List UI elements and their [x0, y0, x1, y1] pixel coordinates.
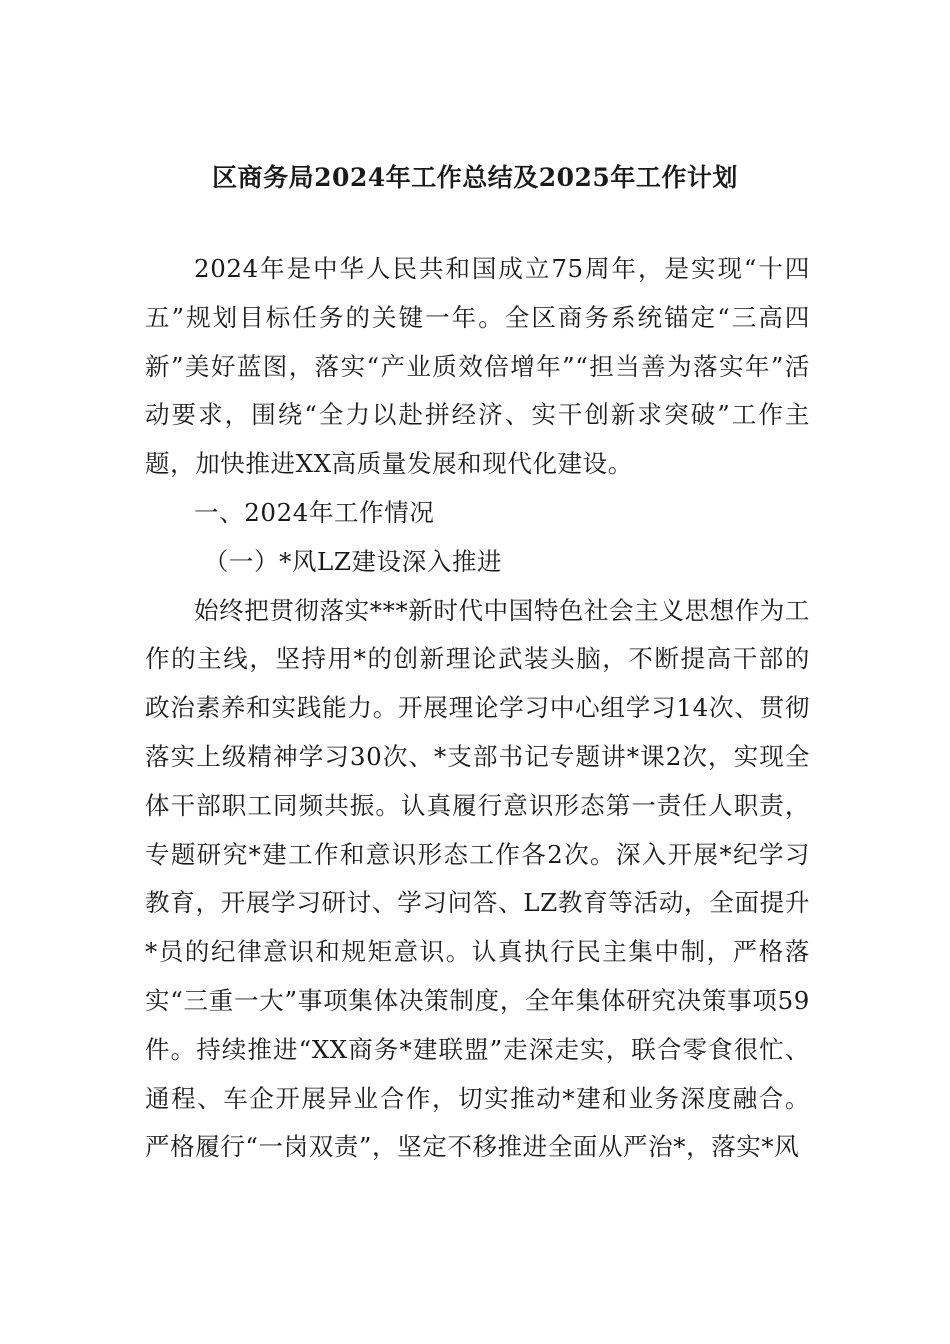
intro-paragraph: 2024年是中华人民共和国成立75周年，是实现“十四五”规划目标任务的关键一年。全区商务系统锚定“三高四新”美好蓝图，落实“产业质效倍增年”“担当善为落实年”活动要求，围绕“全力以赴拼经济、实干创新求突破”工作主题，加快推进XX高质量发展和现代化建设。 — [145, 254, 810, 479]
subsection-paragraph: 始终把贯彻落实***新时代中国特色社会主义思想作为工作的主线，坚持用*的创新理论武装头脑，不断提高干部的政治素养和实践能力。开展理论学习中心组学习14次、贯彻落实上级精神学习30次、*支部书记专题讲*课2次，实现全体干部职工同频共振。认真履行意识形态第一责任人职责，专题研究*建工作和意识形态工作各2次。深入开展*纪学习教育，开展学习研讨、学习问答、LZ教育等活动，全面提升*员的纪律意识和规矩意识。认真执行民主集中制，严格落实“三重一大”事项集体决策制度，全年集体研究决策事项59件。持续推进“XX商务*建联盟”走深走实，联合零食很忙、通程、车企开展异业合作，切实推动*建和业务深度融合。严格履行“一岗双责”，坚定不移推进全面从严治*，落实*风 — [145, 595, 810, 1162]
document-body — [145, 245, 810, 1172]
subsection-heading: （一）*风LZ建设深入推进 — [203, 546, 503, 576]
section-heading: 一、2024年工作情况 — [194, 497, 435, 527]
document-title: 区商务局2024年工作总结及2025年工作计划 — [212, 163, 738, 192]
